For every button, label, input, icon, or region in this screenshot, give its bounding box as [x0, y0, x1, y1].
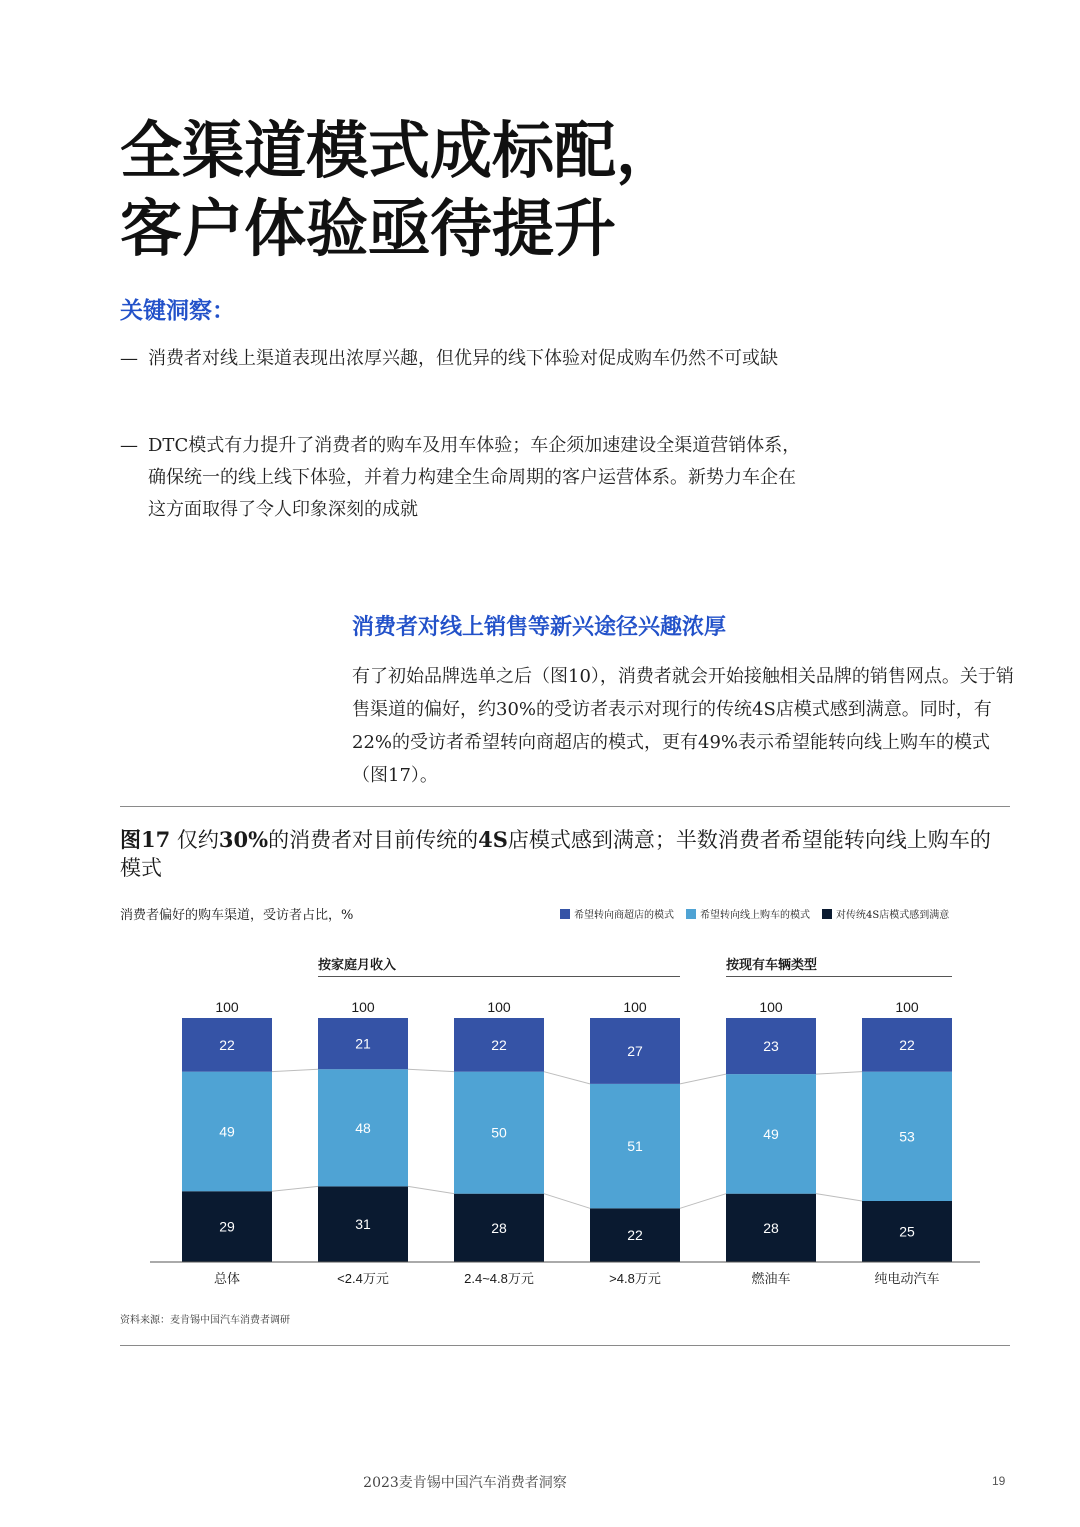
figure-subtitle: 消费者偏好的购车渠道，受访者占比，% [120, 908, 354, 923]
segment-value-label: 27 [627, 1042, 643, 1059]
segment-value-label: 22 [491, 1036, 507, 1053]
segment-value-label: 48 [355, 1119, 371, 1136]
figure-title-number: 30% [218, 827, 269, 852]
segment-value-label: 21 [355, 1035, 371, 1052]
chart-legend [560, 906, 949, 921]
page-number: 19 [992, 1474, 1006, 1488]
figure-title-part: 店模式感到满意；半数消费者希望能转向线上购车的模式 [120, 828, 991, 880]
legend-swatch [560, 909, 570, 919]
page-title [120, 112, 920, 268]
segment-value-label: 28 [491, 1219, 507, 1236]
connector-line [544, 1072, 590, 1084]
segment-value-label: 28 [763, 1219, 779, 1236]
section-body: 有了初始品牌选单之后（图10），消费者就会开始接触相关品牌的销售网点。关于销售渠道的偏好，约30%的受访者表示对现行的传统4S店模式感到满意。同时，有22%的受访者希望转向商超店的模式，更有49%表示希望能转向线上购车的模式（图17）。 [352, 666, 1014, 786]
bar-total-label: 100 [895, 999, 919, 1015]
segment-value-label: 22 [219, 1036, 235, 1053]
connector-line [680, 1074, 726, 1084]
legend-label: 对传统4S店模式感到满意 [836, 910, 950, 921]
footer-title: 2023麦肯锡中国汽车消费者洞察 [363, 1475, 567, 1491]
page-title-line-2: 客户体验亟待提升 [120, 192, 617, 265]
legend-item [822, 906, 949, 921]
stacked-bar-chart [150, 990, 980, 1290]
category-label: 2.4~4.8万元 [464, 1271, 534, 1286]
figure-title-part: 仅约 [170, 828, 219, 852]
connector-line [408, 1069, 454, 1071]
segment-value-label: 50 [491, 1124, 507, 1141]
category-label: <2.4万元 [337, 1271, 389, 1286]
connector-line [272, 1186, 318, 1191]
bar-total-label: 100 [351, 999, 375, 1015]
segment-value-label: 49 [763, 1125, 779, 1142]
legend-swatch [686, 909, 696, 919]
legend-item [560, 906, 674, 921]
insight-text: 消费者对线上渠道表现出浓厚兴趣，但优异的线下体验对促成购车仍然不可或缺 [148, 348, 778, 369]
key-insights-heading: 关键洞察： [120, 297, 235, 324]
legend-swatch [822, 909, 832, 919]
segment-value-label: 23 [763, 1038, 779, 1055]
group-label-income: 按家庭月收入 [318, 958, 397, 973]
category-label: >4.8万元 [609, 1271, 661, 1286]
category-label: 燃油车 [751, 1271, 791, 1286]
divider-top [120, 806, 1010, 807]
bar-total-label: 100 [487, 999, 511, 1015]
connector-line [816, 1072, 862, 1074]
segment-value-label: 51 [627, 1138, 643, 1155]
figure-label: 图17 [120, 827, 171, 852]
insight-text: DTC模式有力提升了消费者的购车及用车体验；车企须加速建设全渠道营销体系，确保统一的线上线下体验，并着力构建全生命周期的客户运营体系。新势力车企在这方面取得了令人印象深刻的成就 [148, 435, 801, 520]
dash-marker: — [120, 348, 138, 369]
figure-title-part: 的消费者对目前传统的 [268, 828, 479, 852]
segment-value-label: 53 [899, 1128, 915, 1145]
connector-line [544, 1194, 590, 1209]
insight-item [120, 430, 810, 526]
connector-line [680, 1194, 726, 1209]
group-underline-vehicle [726, 976, 952, 977]
group-label-vehicle: 按现有车辆类型 [726, 958, 818, 973]
divider-bottom [120, 1345, 1010, 1346]
figure-title-number: 4S [478, 827, 508, 852]
bar-total-label: 100 [623, 999, 647, 1015]
insight-item [120, 343, 810, 375]
legend-label: 希望转向商超店的模式 [574, 910, 674, 921]
segment-value-label: 29 [219, 1218, 235, 1235]
connector-line [816, 1194, 862, 1201]
segment-value-label: 49 [219, 1123, 235, 1140]
segment-value-label: 22 [899, 1036, 915, 1053]
connector-line [408, 1186, 454, 1193]
bar-total-label: 100 [215, 999, 239, 1015]
page-title-line-1: 全渠道模式成标配， [120, 114, 679, 187]
legend-label: 希望转向线上购车的模式 [700, 910, 810, 921]
connector-line [272, 1069, 318, 1071]
group-underline-income [318, 976, 680, 977]
category-label: 纯电动汽车 [874, 1271, 940, 1286]
bar-total-label: 100 [759, 999, 783, 1015]
figure-title [120, 826, 1000, 882]
legend-item [686, 906, 810, 921]
section-heading: 消费者对线上销售等新兴途径兴趣浓厚 [352, 614, 727, 640]
segment-value-label: 22 [627, 1227, 643, 1244]
category-label: 总体 [213, 1271, 241, 1286]
dash-marker: — [120, 435, 138, 456]
segment-value-label: 31 [355, 1216, 371, 1233]
figure-source: 资料来源：麦肯锡中国汽车消费者调研 [120, 1315, 290, 1326]
segment-value-label: 25 [899, 1223, 915, 1240]
